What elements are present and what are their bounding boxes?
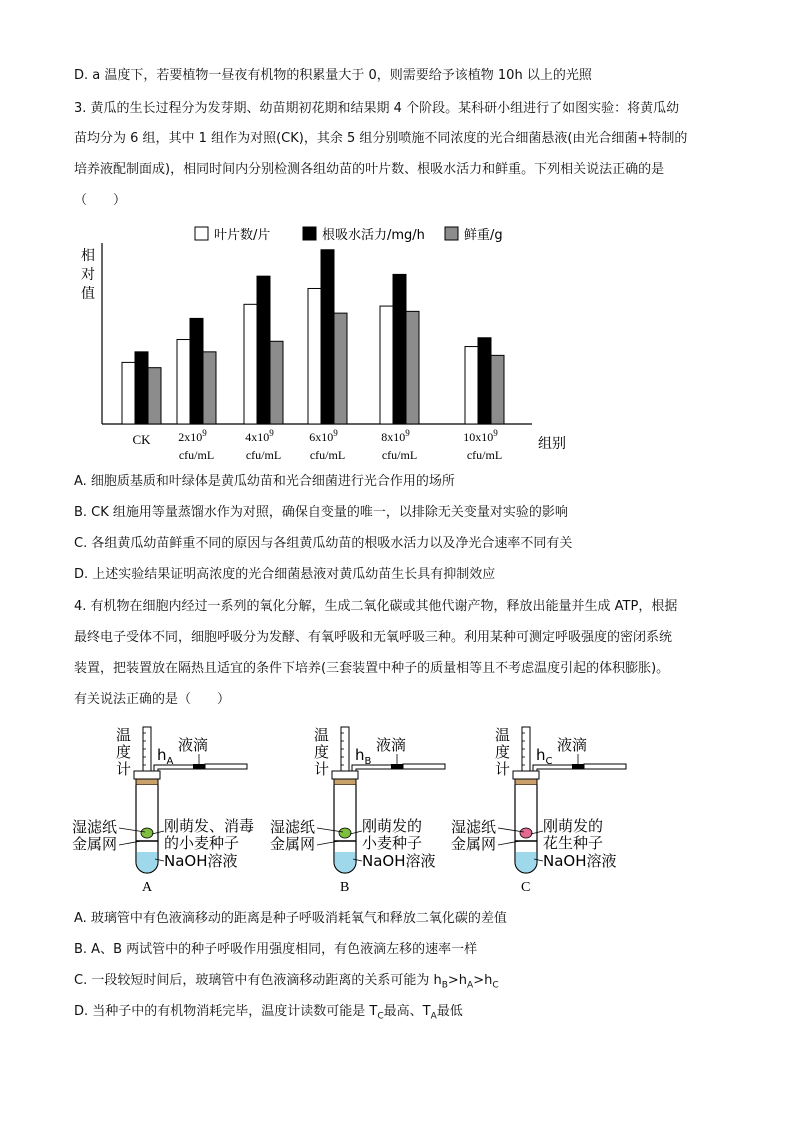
thermometer-label-1: 温 bbox=[495, 726, 511, 744]
q4-stem-line-4: 有关说法正确的是（ ） bbox=[74, 692, 231, 707]
metal-mesh-label: 金属网 bbox=[451, 835, 497, 853]
x-tick-labels bbox=[132, 428, 502, 462]
q3-option-a: A. 细胞质基质和叶绿体是黄瓜幼苗和光合细菌进行光合作用的场所 bbox=[74, 474, 455, 489]
bar-leaf-3 bbox=[308, 288, 321, 424]
apparatus-letter: C bbox=[521, 880, 531, 895]
bar-root-5 bbox=[478, 338, 491, 424]
seed-label-1: 刚萌发的 bbox=[362, 817, 423, 835]
wet-filter-paper-label: 湿滤纸 bbox=[72, 818, 118, 836]
seed-label-2: 的小麦种子 bbox=[164, 834, 240, 852]
q4-option-c bbox=[74, 972, 499, 995]
droplet-label: 液滴 bbox=[376, 736, 407, 754]
bar-weight-1 bbox=[203, 352, 216, 424]
wet-filter-paper-label: 湿滤纸 bbox=[270, 818, 316, 836]
x-tick-label-2: $4x10^9$ bbox=[245, 428, 274, 444]
bar-weight-3 bbox=[334, 313, 347, 424]
seed-label-1: 刚萌发、消毒 bbox=[164, 817, 255, 835]
metal-mesh-label: 金属网 bbox=[270, 835, 316, 853]
x-tick-label-1: $2x10^9$ bbox=[178, 428, 207, 444]
q4-option-c-sub-2: A bbox=[467, 980, 474, 991]
seed-label-2: 小麦种子 bbox=[362, 834, 423, 852]
q4-option-d-text: D. 当种子中的有机物消耗完毕，温度计读数可能是 T bbox=[74, 1004, 378, 1019]
x-tick-unit-5: cfu/mL bbox=[466, 448, 503, 462]
bar-weight-5 bbox=[491, 355, 504, 424]
y-axis-label-char-2: 对 bbox=[81, 267, 95, 283]
metal-mesh-label: 金属网 bbox=[72, 835, 118, 853]
q3-stem-line-4: （ ） bbox=[74, 193, 127, 208]
horizontal-tube bbox=[205, 764, 247, 769]
q4-stem-line-3: 装置，把装置放在隔热且适宜的条件下培养(三套装置中种子的质量相等且不考虑温度引起的体积膨胀)。 bbox=[74, 661, 670, 676]
q4-option-d-sub-2: A bbox=[430, 1011, 437, 1022]
q4-stem-line-1: 4. 有机物在细胞内经过一系列的氧化分解，生成二氧化碳或其他代谢产物，释放出能量并生成 ATP，根据 bbox=[74, 599, 678, 614]
q4-option-c-gt-2: >h bbox=[473, 973, 493, 988]
bar-root-4 bbox=[393, 274, 406, 424]
seed bbox=[141, 828, 153, 838]
legend-swatch-leaf bbox=[195, 227, 208, 240]
h-label: $h_A$ bbox=[157, 746, 174, 767]
stopper bbox=[134, 771, 160, 779]
bar-root-1 bbox=[190, 318, 203, 424]
q4-option-d bbox=[74, 1003, 463, 1026]
q3-stem-line-2: 苗均分为 6 组，其中 1 组作为对照(CK)，其余 5 组分别喷施不同浓度的光合细菌悬液(由光合细菌+特制的 bbox=[74, 131, 688, 146]
x-tick-unit-3: cfu/mL bbox=[309, 448, 346, 462]
x-tick-label-3: $6x10^9$ bbox=[309, 428, 338, 444]
q3-stem-line-3: 培养液配制面成)，相同时间内分别检测各组幼苗的叶片数、根吸水活力和鲜重。下列相关说法正确的是 bbox=[74, 162, 665, 177]
x-tick-label-5: $10x10^9$ bbox=[463, 428, 498, 444]
bar-weight-2 bbox=[270, 341, 283, 424]
apparatus-A bbox=[72, 726, 254, 895]
apparatus-letter: A bbox=[142, 880, 153, 895]
q4-option-c-gt-1: >h bbox=[447, 973, 468, 988]
legend-swatch-weight bbox=[445, 227, 458, 240]
y-axis-label bbox=[81, 247, 95, 302]
seed bbox=[520, 828, 532, 838]
x-tick-label-0: CK bbox=[132, 432, 151, 447]
y-axis-label-char-3: 值 bbox=[81, 286, 95, 302]
naoh-liquid bbox=[516, 852, 537, 873]
seed-label-2: 花生种子 bbox=[543, 834, 604, 852]
bar-leaf-5 bbox=[465, 347, 478, 424]
q4-option-a: A. 玻璃管中有色液滴移动的距离是种子呼吸消耗氧气和释放二氧化碳的差值 bbox=[74, 911, 507, 926]
naoh-liquid bbox=[335, 852, 356, 873]
bar-root-2 bbox=[257, 276, 270, 424]
q2-option-d: D. a 温度下，若要植物一昼夜有机物的积累量大于 0，则需要给予该植物 10h 以上的光照 bbox=[74, 68, 592, 83]
thermometer-label-2: 度 bbox=[116, 743, 132, 761]
bar-root-0 bbox=[135, 352, 148, 424]
cork bbox=[136, 779, 158, 785]
thermometer-label-2: 度 bbox=[314, 743, 330, 761]
legend-label-leaf: 叶片数/片 bbox=[214, 228, 271, 243]
bar-weight-4 bbox=[406, 311, 419, 424]
x-tick-label-4: $8x10^9$ bbox=[381, 428, 410, 444]
x-tick-unit-1: cfu/mL bbox=[178, 448, 215, 462]
thermometer-label-3: 计 bbox=[116, 760, 132, 778]
bar-leaf-4 bbox=[380, 306, 393, 424]
naoh-liquid bbox=[137, 852, 158, 873]
bar-weight-0 bbox=[148, 368, 161, 424]
cork bbox=[334, 779, 356, 785]
bar-leaf-2 bbox=[244, 304, 257, 424]
q3-option-c: C. 各组黄瓜幼苗鲜重不同的原因与各组黄瓜幼苗的根吸水活力以及净光合速率不同有关 bbox=[74, 536, 573, 551]
q4-option-d-sub-1: C bbox=[377, 1011, 384, 1022]
q4-option-c-text: C. 一段较短时间后，玻璃管中有色液滴移动距离的关系可能为 h bbox=[74, 973, 442, 988]
apparatus-letter: B bbox=[340, 880, 350, 895]
stopper bbox=[513, 771, 539, 779]
q4-option-b: B. A、B 两试管中的种子呼吸作用强度相同，有色液滴左移的速率一样 bbox=[74, 942, 478, 957]
q4-option-c-sub-3: C bbox=[492, 980, 499, 991]
bar-leaf-0 bbox=[122, 362, 135, 424]
q3-option-d: D. 上述实验结果证明高浓度的光合细菌悬液对黄瓜幼苗生长具有抑制效应 bbox=[74, 567, 496, 582]
legend-label-weight: 鲜重/g bbox=[464, 228, 503, 243]
q3-bar-chart bbox=[0, 215, 794, 470]
horizontal-tube bbox=[403, 764, 445, 769]
bar-leaf-1 bbox=[177, 340, 190, 424]
apparatus-C bbox=[451, 726, 626, 895]
h-label: $h_B$ bbox=[355, 746, 372, 767]
y-axis-label-char-1: 相 bbox=[81, 248, 95, 264]
x-tick-unit-4: cfu/mL bbox=[381, 448, 418, 462]
chart-legend bbox=[195, 227, 503, 243]
x-axis-label: 组别 bbox=[538, 436, 566, 452]
q3-option-b: B. CK 组施用等量蒸馏水作为对照，确保自变量的唯一，以排除无关变量对实验的影响 bbox=[74, 505, 568, 520]
legend-swatch-root bbox=[303, 227, 316, 240]
respiration-apparatus-figure bbox=[0, 720, 794, 900]
q4-option-d-end: 最低 bbox=[436, 1004, 463, 1019]
thermometer-label-2: 度 bbox=[495, 743, 511, 761]
legend-label-root: 根吸水活力/mg/h bbox=[322, 228, 425, 243]
naoh-label: NaOH溶液 bbox=[362, 852, 436, 870]
bars bbox=[122, 250, 504, 424]
q4-option-d-mid: 最高、T bbox=[383, 1004, 431, 1019]
droplet-label: 液滴 bbox=[178, 736, 209, 754]
q4-stem-line-2: 最终电子受体不同，细胞呼吸分为发酵、有氧呼吸和无氧呼吸三种。利用某种可测定呼吸强度的密闭系统 bbox=[74, 630, 673, 645]
naoh-label: NaOH溶液 bbox=[164, 852, 238, 870]
q4-option-c-sub-1: B bbox=[441, 980, 448, 991]
thermometer-label-3: 计 bbox=[495, 760, 511, 778]
q3-stem-line-1: 3. 黄瓜的生长过程分为发芽期、幼苗期初花期和结果期 4 个阶段。某科研小组进行了如图实验：将黄瓜幼 bbox=[74, 101, 680, 116]
droplet-label: 液滴 bbox=[557, 736, 588, 754]
cork bbox=[515, 779, 537, 785]
x-tick-unit-2: cfu/mL bbox=[245, 448, 282, 462]
seed bbox=[339, 828, 351, 838]
thermometer-label-1: 温 bbox=[314, 726, 330, 744]
seed-label-1: 刚萌发的 bbox=[543, 817, 604, 835]
bar-root-3 bbox=[321, 250, 334, 424]
thermometer-label-3: 计 bbox=[314, 760, 330, 778]
stopper bbox=[332, 771, 358, 779]
naoh-label: NaOH溶液 bbox=[543, 852, 617, 870]
apparatus-B bbox=[270, 726, 445, 895]
wet-filter-paper-label: 湿滤纸 bbox=[451, 818, 497, 836]
h-label: $h_C$ bbox=[536, 746, 553, 767]
horizontal-tube bbox=[584, 764, 626, 769]
thermometer-label-1: 温 bbox=[116, 726, 132, 744]
